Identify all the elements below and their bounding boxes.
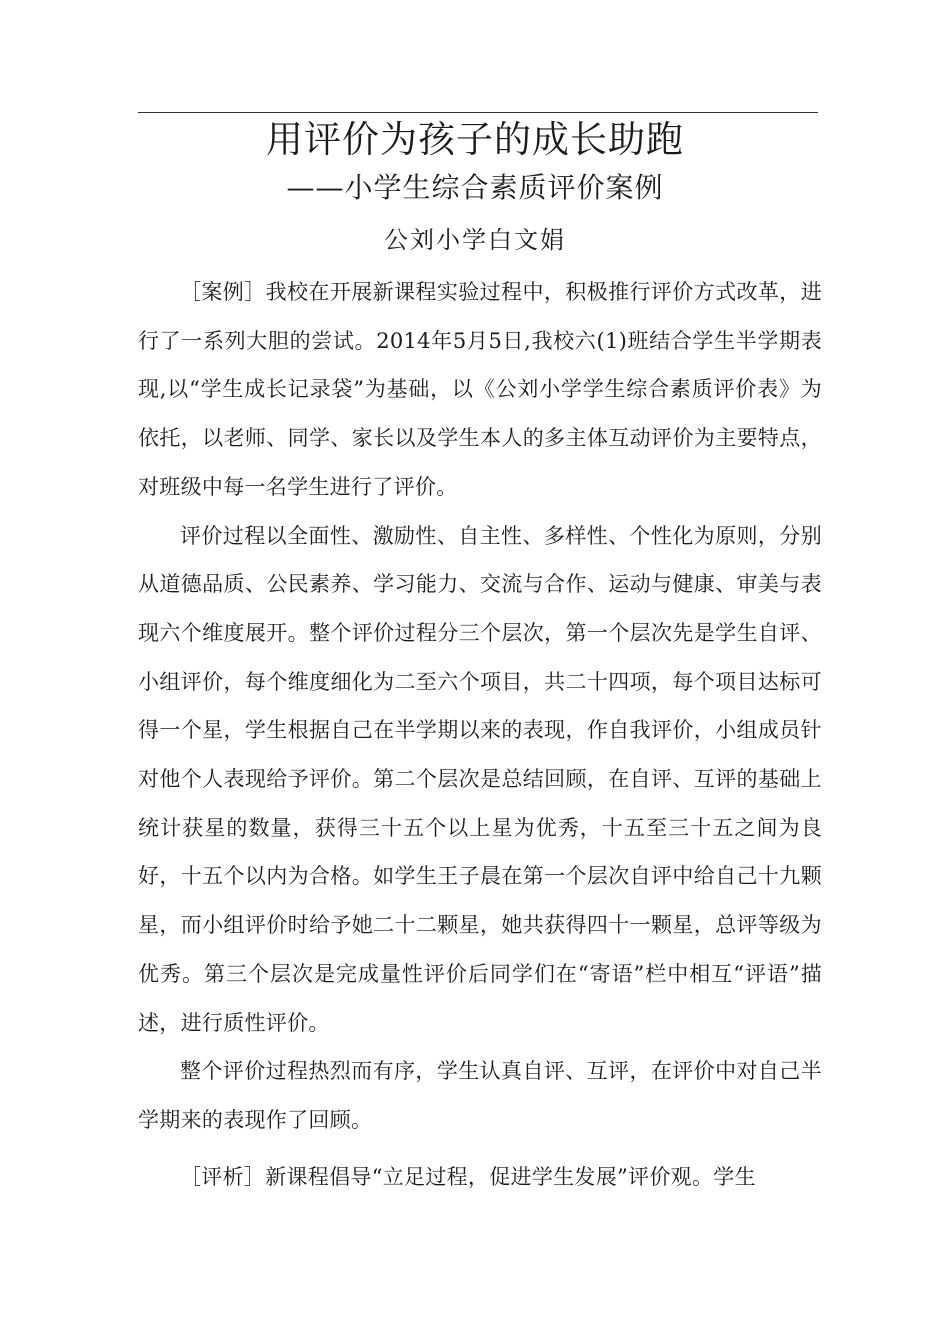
header-rule	[138, 112, 818, 113]
paragraph-process: 评价过程以全面性、激励性、自主性、多样性、个性化为原则，分别从道德品质、公民素养、学习能力、交流与合作、运动与健康、审美与表现六个维度展开。整个评价过程分三个层次，第一个层次先是学生自评、小组评价，每个维度细化为二至六个项目，共二十四项，每个项目达标可得一个星，学生根据自己在半学期以来的表现，作自我评价，小组成员针对他个人表现给予评价。第二个层次是总结回顾，在自评、互评的基础上统计获星的数量，获得三十五个以上星为优秀，十五至三十五之间为良好，十五个以内为合格。如学生王子晨在第一个层次自评中给自己十九颗星，而小组评价时给予她二十二颗星，她共获得四十一颗星，总评等级为优秀。第三个层次是完成量性评价后同学们在“寄语”栏中相互“评语”描述，进行质性评价。	[138, 523, 822, 1035]
document-body	[138, 268, 822, 1201]
document-title: 用评价为孩子的成长助跑	[266, 118, 684, 161]
document-subtitle: ——小学生综合素质评价案例	[286, 171, 664, 204]
paragraph-summary: 整个评价过程热烈而有序，学生认真自评、互评，在评价中对自己半学期来的表现作了回顾。	[138, 1059, 822, 1132]
paragraph-case: ［案例］我校在开展新课程实验过程中，积极推行评价方式改革，进行了一系列大胆的尝试。2014年5月5日,我校六(1)班结合学生半学期表现,以“学生成长记录袋”为基础，以《公刘小学学生综合素质评价表》为依托，以老师、同学、家长以及学生本人的多主体互动评价为主要特点，对班级中每一名学生进行了评价。	[138, 280, 822, 499]
document-author: 公刘小学白文娟	[384, 226, 566, 254]
paragraph-analysis: ［评析］新课程倡导“立足过程，促进学生发展”评价观。学生	[180, 1164, 756, 1189]
